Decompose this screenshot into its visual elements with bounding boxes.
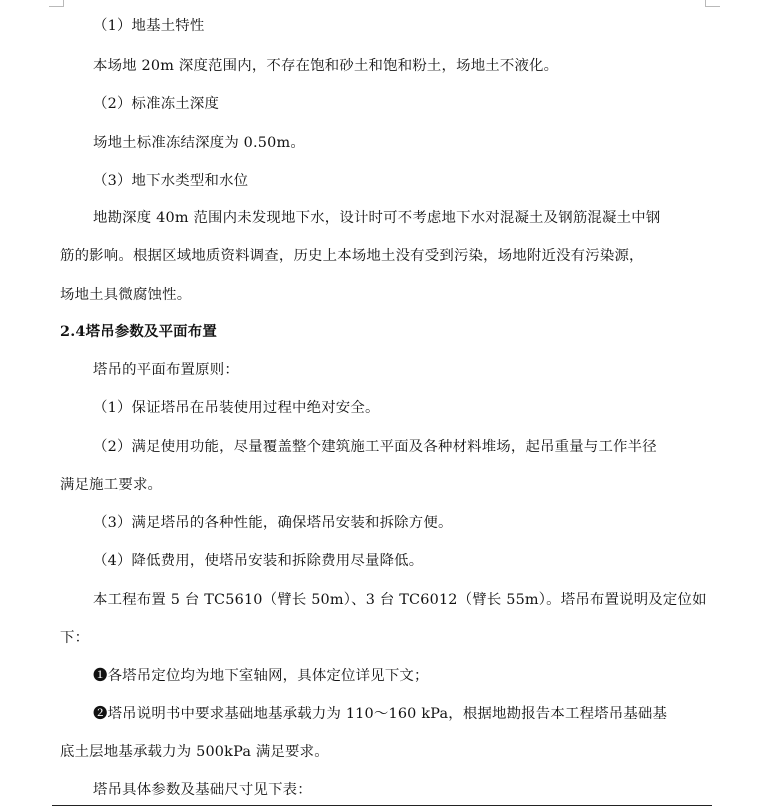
paragraph-line: 塔吊的平面布置原则： — [93, 362, 239, 378]
subsection-heading-frost-depth: （2）标准冻土深度 — [93, 96, 220, 112]
table-top-border — [52, 805, 712, 806]
paragraph-line: 本场地 20m 深度范围内，不存在饱和砂土和饱和粉土，场地土不液化。 — [93, 58, 559, 74]
list-item: （4）降低费用，使塔吊安装和拆除费用尽量降低。 — [93, 553, 424, 569]
list-item: （2）满足使用功能，尽量覆盖整个建筑施工平面及各种材料堆场，起吊重量与工作半径 — [93, 439, 657, 455]
page-corner-mark-right — [705, 0, 720, 7]
paragraph-line: 本工程布置 5 台 TC5610（臂长 50m）、3 台 TC6012（臂长 55m）。塔吊布置说明及定位如 — [93, 592, 707, 608]
page-corner-mark-left — [49, 0, 64, 7]
paragraph-line: 筋的影响。根据区域地质资料调查，历史上本场地土没有受到污染，场地附近没有污染源， — [60, 248, 644, 264]
paragraph-line: 塔吊具体参数及基础尺寸见下表： — [93, 782, 312, 798]
subsection-heading-foundation-soil: （1）地基土特性 — [93, 18, 205, 34]
list-item: （1）保证塔吊在吊装使用过程中绝对安全。 — [93, 400, 380, 416]
subsection-heading-groundwater: （3）地下水类型和水位 — [93, 173, 249, 189]
paragraph-line: 底土层地基承载力为 500kPa 满足要求。 — [60, 744, 329, 760]
paragraph-line: 场地土具微腐蚀性。 — [60, 287, 192, 303]
paragraph-line: 场地土标准冻结深度为 0.50m。 — [93, 135, 305, 151]
list-item: （3）满足塔吊的各种性能，确保塔吊安装和拆除方便。 — [93, 515, 453, 531]
list-item-continuation: 满足施工要求。 — [60, 477, 163, 493]
paragraph-line: 下： — [60, 630, 90, 646]
paragraph-line: 地勘深度 40m 范围内未发现地下水，设计时可不考虑地下水对混凝土及钢筋混凝土中钢 — [93, 210, 661, 226]
numbered-note: ❶各塔吊定位均为地下室轴网，具体定位详见下文； — [93, 668, 429, 684]
section-heading-tower-crane: 2.4塔吊参数及平面布置 — [60, 323, 217, 340]
numbered-note: ❷塔吊说明书中要求基础地基承载力为 110～160 kPa，根据地勘报告本工程塔吊基础基 — [93, 706, 668, 722]
